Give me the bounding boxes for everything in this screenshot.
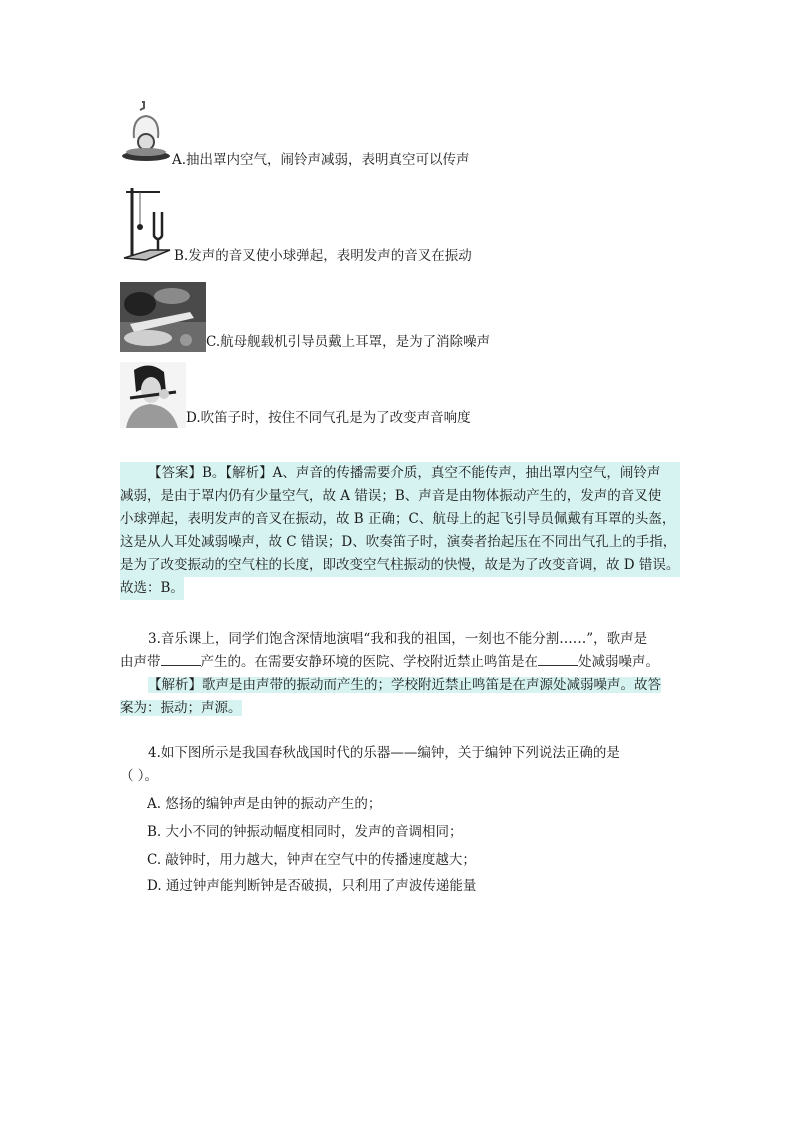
q3-analysis-line-1 (120, 674, 680, 697)
q4-option-b: B. 大小不同的钟振动幅度相同时，发声的音调相同； (147, 824, 463, 840)
q3-blank-1 (161, 652, 201, 666)
q2-analysis-block (120, 462, 680, 600)
carrier-guide-image (120, 282, 206, 352)
q3-text-a: 由声带 (120, 654, 161, 670)
answer-tag: 【答案】 (148, 465, 202, 481)
q4-stem-line-1: 4.如下图所示是我国春秋战国时代的乐器——编钟，关于编钟下列说法正确的是 (148, 745, 620, 761)
q4-option-a: A. 悠扬的编钟声是由钟的振动产生的； (147, 796, 382, 812)
q3-text-c: 处减弱噪声。 (578, 654, 659, 670)
q2-option-d (120, 362, 471, 428)
tuning-fork-image (120, 184, 174, 266)
q2-option-a-text: A.抽出罩内空气，闹铃声减弱，表明真空可以传声 (172, 152, 470, 168)
q2-option-a (120, 98, 470, 170)
question-3 (120, 628, 680, 720)
q2-analysis-line-4: 这是从人耳处减弱噪声，故 C 错误；D、吹奏笛子时，演奏者抬起压在不同出气孔上的手指， (120, 531, 680, 554)
q3-blank-2 (538, 652, 578, 666)
q3-analysis-line-2 (120, 697, 680, 720)
q2-option-c (120, 282, 490, 352)
q2-analysis-line-6: 故选：B。 (120, 577, 184, 600)
q2-analysis-line-5: 是为了改变振动的空气柱的长度，即改变空气柱振动的快慢，故是为了改变音调，故 D 错误。 (120, 554, 680, 577)
q2-option-b (120, 184, 472, 266)
q2-analysis-line-2: 减弱，是由于罩内仍有少量空气，故 A 错误；B、声音是由物体振动产生的，发声的音叉使 (120, 485, 680, 508)
analysis-tag: 【解析】 (148, 677, 202, 693)
q2-analysis-line-3: 小球弹起，表明发声的音叉在振动，故 B 正确；C、航母上的起飞引导员佩戴有耳罩的头盔， (120, 508, 680, 531)
q4-option-c: C. 敲钟时，用力越大，钟声在空气中的传播速度越大； (147, 852, 476, 868)
q3-stem-line-2 (120, 651, 680, 674)
q3-stem-line-1: 3.音乐课上，同学们饱含深情地演唱“我和我的祖国，一刻也不能分割……”，歌声是 (148, 631, 648, 647)
flute-player-image (120, 362, 186, 428)
q2-analysis-line-1 (120, 462, 680, 485)
q2-analysis-line-1-text: B。【解析】A、声音的传播需要介质，真空不能传声，抽出罩内空气，闹铃声 (202, 465, 661, 481)
q3-text-b: 产生的。在需要安静环境的医院、学校附近禁止鸣笛是在 (200, 654, 538, 670)
q2-option-b-text: B.发声的音叉使小球弹起，表明发声的音叉在振动 (174, 248, 472, 264)
bell-jar-vacuum-image (120, 98, 172, 170)
q3-analysis-line-1-text: 歌声是由声带的振动而产生的；学校附近禁止鸣笛是在声源处减弱噪声。故答 (202, 677, 661, 693)
q2-option-c-text: C.航母舰载机引导员戴上耳罩，是为了消除噪声 (206, 334, 491, 350)
q4-option-d: D. 通过钟声能判断钟是否破损，只利用了声波传递能量 (147, 878, 477, 894)
q4-stem-line-2: （ ）。 (120, 768, 159, 784)
q3-analysis-line-2-text: 案为：振动；声源。 (120, 700, 242, 716)
q2-option-d-text: D.吹笛子时，按住不同气孔是为了改变声音响度 (186, 410, 471, 426)
question-4 (120, 742, 680, 788)
